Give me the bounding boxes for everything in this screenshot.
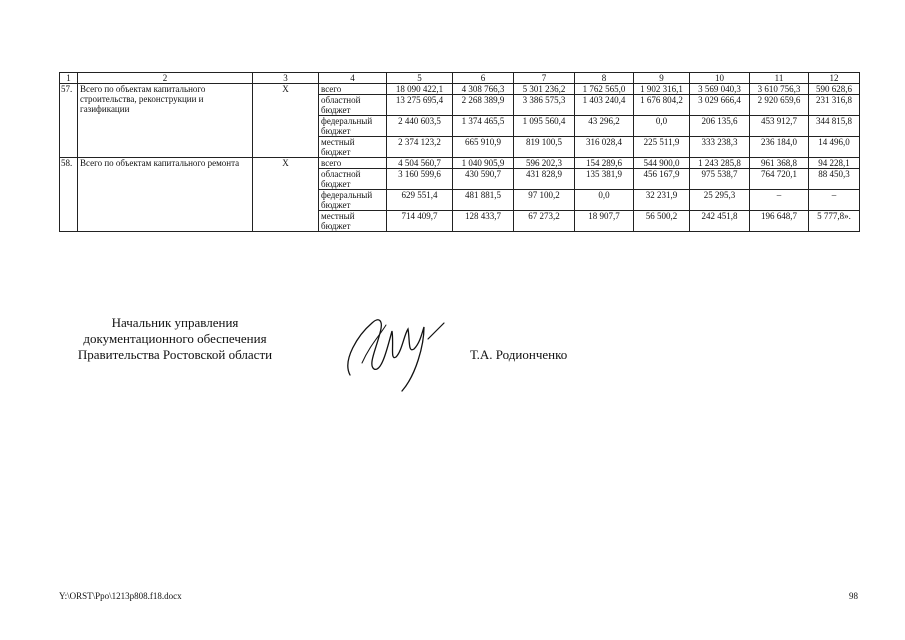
header-cell: 4	[319, 73, 387, 84]
value-cell: 1 374 465,5	[453, 116, 514, 137]
value-cell: 456 167,9	[634, 169, 690, 190]
value-cell: 481 881,5	[453, 190, 514, 211]
budget-table	[59, 72, 860, 232]
funding-source: местный бюджет	[319, 211, 387, 232]
value-cell: 1 762 565,0	[575, 84, 634, 95]
value-cell: 714 409,7	[387, 211, 453, 232]
funding-source: федеральный бюджет	[319, 116, 387, 137]
value-cell: 596 202,3	[514, 158, 575, 169]
value-cell: 32 231,9	[634, 190, 690, 211]
value-cell: 206 135,6	[690, 116, 750, 137]
value-cell: 18 090 422,1	[387, 84, 453, 95]
funding-source: местный бюджет	[319, 137, 387, 158]
value-cell: 764 720,1	[750, 169, 809, 190]
value-cell: 196 648,7	[750, 211, 809, 232]
table-header-row	[60, 73, 860, 84]
value-cell: 1 095 560,4	[514, 116, 575, 137]
value-cell: 1 676 804,2	[634, 95, 690, 116]
value-cell: 2 440 603,5	[387, 116, 453, 137]
value-cell: 961 368,8	[750, 158, 809, 169]
value-cell: 56 500,2	[634, 211, 690, 232]
header-cell: 3	[253, 73, 319, 84]
value-cell: 344 815,8	[809, 116, 860, 137]
table-row	[60, 84, 860, 95]
value-cell: 1 243 285,8	[690, 158, 750, 169]
funding-source: всего	[319, 84, 387, 95]
value-cell: 4 308 766,3	[453, 84, 514, 95]
value-cell: 430 590,7	[453, 169, 514, 190]
value-cell: 13 275 695,4	[387, 95, 453, 116]
value-cell: 25 295,3	[690, 190, 750, 211]
header-cell: 2	[78, 73, 253, 84]
value-cell: 0,0	[634, 116, 690, 137]
signatory-title-line: документационного обеспечения	[83, 331, 267, 346]
page-number: 98	[849, 591, 858, 601]
value-cell: 453 912,7	[750, 116, 809, 137]
signatory-title-line: Правительства Ростовской области	[77, 347, 273, 362]
value-cell: –	[750, 190, 809, 211]
value-cell: 236 184,0	[750, 137, 809, 158]
value-cell: 5 777,8».	[809, 211, 860, 232]
value-cell: 3 160 599,6	[387, 169, 453, 190]
row-number: 58.	[60, 158, 78, 232]
header-cell: 12	[809, 73, 860, 84]
handwritten-signature	[340, 305, 450, 395]
value-cell: 3 569 040,3	[690, 84, 750, 95]
value-cell: 2 374 123,2	[387, 137, 453, 158]
value-cell: 1 040 905,9	[453, 158, 514, 169]
funding-source: областной бюджет	[319, 169, 387, 190]
funding-source: федеральный бюджет	[319, 190, 387, 211]
value-cell: 3 610 756,3	[750, 84, 809, 95]
signatory-title	[60, 315, 290, 363]
value-cell: 43 296,2	[575, 116, 634, 137]
value-cell: 225 511,9	[634, 137, 690, 158]
value-cell: 316 028,4	[575, 137, 634, 158]
value-cell: 1 403 240,4	[575, 95, 634, 116]
file-path: Y:\ORST\Ppo\1213p808.f18.docx	[59, 591, 182, 601]
row-number: 57.	[60, 84, 78, 158]
value-cell: 590 628,6	[809, 84, 860, 95]
value-cell: 242 451,8	[690, 211, 750, 232]
object-mark: Х	[253, 158, 319, 232]
funding-source: всего	[319, 158, 387, 169]
header-cell: 10	[690, 73, 750, 84]
value-cell: 4 504 560,7	[387, 158, 453, 169]
value-cell: 14 496,0	[809, 137, 860, 158]
value-cell: 5 301 236,2	[514, 84, 575, 95]
value-cell: 231 316,8	[809, 95, 860, 116]
value-cell: –	[809, 190, 860, 211]
value-cell: 544 900,0	[634, 158, 690, 169]
value-cell: 665 910,9	[453, 137, 514, 158]
header-cell: 5	[387, 73, 453, 84]
header-cell: 1	[60, 73, 78, 84]
table-row	[60, 158, 860, 169]
signatory-name: Т.А. Родионченко	[470, 347, 568, 362]
header-cell: 9	[634, 73, 690, 84]
value-cell: 128 433,7	[453, 211, 514, 232]
object-mark: Х	[253, 84, 319, 158]
value-cell: 975 538,7	[690, 169, 750, 190]
value-cell: 67 273,2	[514, 211, 575, 232]
value-cell: 333 238,3	[690, 137, 750, 158]
value-cell: 1 902 316,1	[634, 84, 690, 95]
value-cell: 629 551,4	[387, 190, 453, 211]
value-cell: 88 450,3	[809, 169, 860, 190]
value-cell: 3 029 666,4	[690, 95, 750, 116]
value-cell: 0,0	[575, 190, 634, 211]
value-cell: 154 289,6	[575, 158, 634, 169]
header-cell: 11	[750, 73, 809, 84]
value-cell: 2 268 389,9	[453, 95, 514, 116]
header-cell: 8	[575, 73, 634, 84]
header-cell: 7	[514, 73, 575, 84]
header-cell: 6	[453, 73, 514, 84]
object-name: Всего по объектам капитального ремонта	[78, 158, 253, 232]
value-cell: 18 907,7	[575, 211, 634, 232]
object-name: Всего по объектам капитального строительства, реконструкции и газификации	[78, 84, 253, 158]
funding-source: областной бюджет	[319, 95, 387, 116]
value-cell: 431 828,9	[514, 169, 575, 190]
signatory-title-line: Начальник управления	[111, 315, 239, 330]
value-cell: 135 381,9	[575, 169, 634, 190]
value-cell: 819 100,5	[514, 137, 575, 158]
value-cell: 94 228,1	[809, 158, 860, 169]
value-cell: 2 920 659,6	[750, 95, 809, 116]
value-cell: 97 100,2	[514, 190, 575, 211]
value-cell: 3 386 575,3	[514, 95, 575, 116]
